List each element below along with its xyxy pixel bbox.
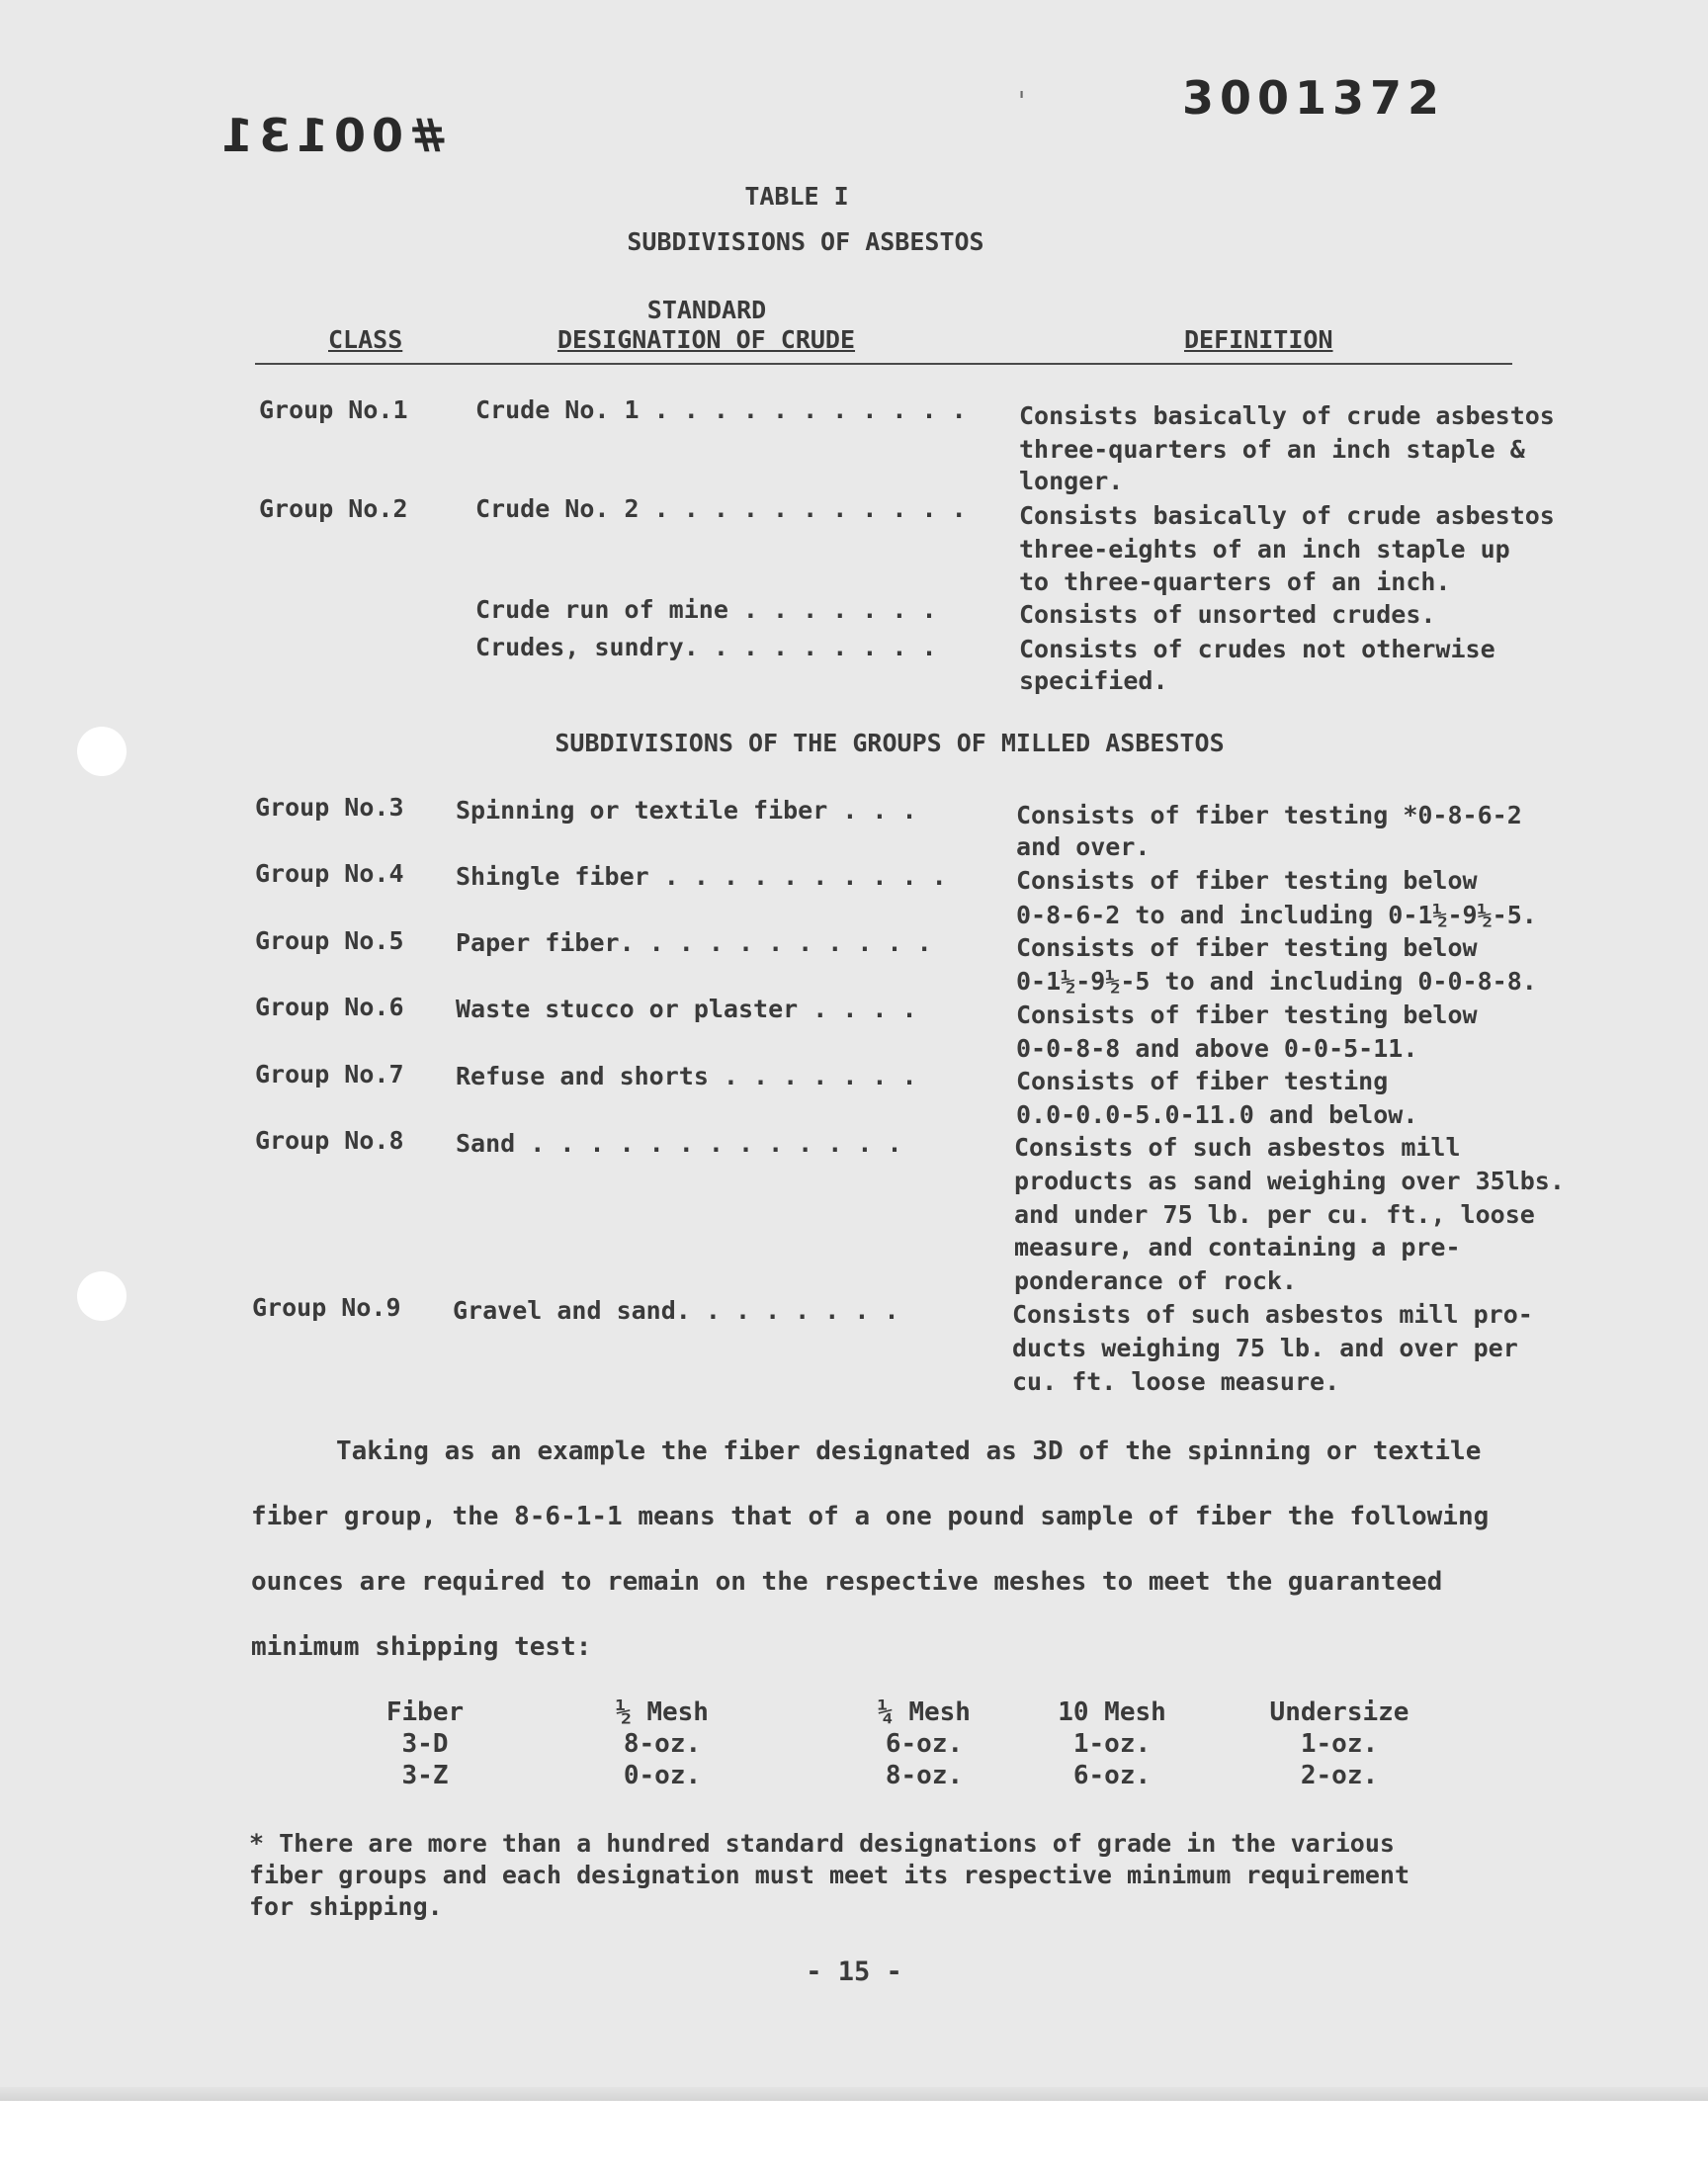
definition-line: Consists of fiber testing *0-8-6-2 xyxy=(1016,801,1522,829)
definition-line: Consists of such asbestos mill xyxy=(1014,1133,1461,1162)
class-cell: Group No.2 xyxy=(259,494,408,523)
designation-cell: Crude run of mine . . . . . . . xyxy=(475,595,937,624)
punch-hole-top xyxy=(77,727,127,776)
header-designation: DESIGNATION OF CRUDE xyxy=(557,325,856,354)
milled-section-heading: SUBDIVISIONS OF THE GROUPS OF MILLED ASBESTOS xyxy=(555,729,1225,757)
header-rule xyxy=(255,363,1512,365)
mesh-table-header: ½ Mesh xyxy=(616,1697,709,1727)
definition-line: to three-quarters of an inch. xyxy=(1019,567,1451,596)
class-cell: Group No.9 xyxy=(252,1293,401,1322)
mesh-table-cell: 8-oz. xyxy=(885,1761,964,1790)
definition-line: and under 75 lb. per cu. ft., loose xyxy=(1014,1200,1535,1229)
definition-line: products as sand weighing over 35lbs. xyxy=(1014,1167,1565,1195)
header-class: CLASS xyxy=(328,325,403,354)
mesh-table-cell: 6-oz. xyxy=(1072,1761,1152,1790)
mesh-table-cell: 1-oz. xyxy=(1300,1729,1379,1759)
definition-line: ducts weighing 75 lb. and over per xyxy=(1012,1334,1518,1362)
designation-cell: Shingle fiber . . . . . . . . . . xyxy=(456,862,947,891)
mesh-table-cell: 8-oz. xyxy=(623,1729,702,1759)
paragraph-line: Taking as an example the fiber designated as 3D of the spinning or textile xyxy=(336,1436,1482,1466)
mesh-table-header: 10 Mesh xyxy=(1058,1697,1166,1727)
designation-cell: Gravel and sand. . . . . . . . xyxy=(453,1296,899,1325)
definition-line: three-eights of an inch staple up xyxy=(1019,535,1510,564)
mesh-table-header: Undersize xyxy=(1269,1697,1409,1727)
class-cell: Group No.7 xyxy=(255,1060,404,1088)
mesh-table-column xyxy=(356,1696,494,1791)
definition-line: Consists of fiber testing below xyxy=(1016,1000,1478,1029)
definition-line: cu. ft. loose measure. xyxy=(1012,1367,1340,1396)
designation-cell: Sand . . . . . . . . . . . . . xyxy=(456,1129,902,1158)
mesh-table-column xyxy=(1245,1696,1433,1791)
page-number: - 15 - xyxy=(806,1957,902,1987)
definition-line: Consists basically of crude asbestos xyxy=(1019,401,1555,430)
definition-line: Consists of fiber testing below xyxy=(1016,866,1478,895)
mesh-table-header: Fiber xyxy=(385,1697,465,1727)
definition-line: and over. xyxy=(1016,832,1151,861)
definition-line: longer. xyxy=(1019,467,1124,495)
paragraph-line: fiber group, the 8-6-1-1 means that of a one pound sample of fiber the following xyxy=(251,1502,1490,1531)
class-cell: Group No.6 xyxy=(255,993,404,1021)
mesh-table-cell: 0-oz. xyxy=(623,1761,702,1790)
definition-line: Consists of fiber testing xyxy=(1016,1067,1389,1095)
table-title: TABLE I xyxy=(744,182,849,211)
definition-line: Consists of unsorted crudes. xyxy=(1019,600,1436,629)
designation-cell: Crudes, sundry. . . . . . . . . xyxy=(475,633,937,661)
designation-cell: Spinning or textile fiber . . . xyxy=(456,796,917,825)
designation-cell: Refuse and shorts . . . . . . . xyxy=(456,1062,917,1090)
mesh-table-cell: 3-Z xyxy=(401,1761,449,1790)
definition-line: Consists of such asbestos mill pro- xyxy=(1012,1300,1533,1329)
mesh-table-column xyxy=(845,1696,1003,1791)
class-cell: Group No.8 xyxy=(255,1126,404,1155)
designation-cell: Crude No. 1 . . . . . . . . . . . xyxy=(475,395,967,424)
definition-line: 0-8-6-2 to and including 0-1½-9½-5. xyxy=(1016,901,1537,929)
stamp-number-left: #00131 xyxy=(215,109,448,162)
mesh-table-cell: 3-D xyxy=(401,1729,449,1759)
definition-line: measure, and containing a pre- xyxy=(1014,1233,1461,1262)
footnote-line: * There are more than a hundred standard designations of grade in the various xyxy=(249,1829,1395,1858)
class-cell: Group No.3 xyxy=(255,793,404,822)
footnote-line: for shipping. xyxy=(249,1892,443,1921)
definition-line: 0.0-0.0-5.0-11.0 and below. xyxy=(1016,1100,1418,1129)
class-cell: Group No.5 xyxy=(255,926,404,955)
definition-line: ponderance of rock. xyxy=(1014,1266,1297,1295)
header-standard: STANDARD xyxy=(646,296,767,324)
paragraph-line: minimum shipping test: xyxy=(251,1632,592,1662)
stamp-mark: ' xyxy=(1018,87,1026,117)
definition-line: 0-0-8-8 and above 0-0-5-11. xyxy=(1016,1034,1418,1063)
mesh-table-header: ¼ Mesh xyxy=(878,1697,971,1727)
table-subtitle: SUBDIVISIONS OF ASBESTOS xyxy=(627,227,984,256)
mesh-table-column xyxy=(1028,1696,1196,1791)
class-cell: Group No.1 xyxy=(259,395,408,424)
definition-line: Consists basically of crude asbestos xyxy=(1019,501,1555,530)
mesh-table-cell: 2-oz. xyxy=(1300,1761,1379,1790)
header-definition: DEFINITION xyxy=(1184,325,1333,354)
class-cell: Group No.4 xyxy=(255,859,404,888)
mesh-table-cell: 6-oz. xyxy=(885,1729,964,1759)
stamp-number-right: 3001372 xyxy=(1182,71,1446,125)
punch-hole-bottom xyxy=(77,1271,127,1321)
definition-line: Consists of crudes not otherwise xyxy=(1019,635,1495,663)
definition-line: Consists of fiber testing below xyxy=(1016,933,1478,962)
designation-cell: Waste stucco or plaster . . . . xyxy=(456,995,917,1023)
definition-line: specified. xyxy=(1019,666,1168,695)
definition-line: 0-1½-9½-5 to and including 0-0-8-8. xyxy=(1016,967,1537,996)
designation-cell: Crude No. 2 . . . . . . . . . . . xyxy=(475,494,967,523)
mesh-table-cell: 1-oz. xyxy=(1072,1729,1152,1759)
mesh-table-column xyxy=(583,1696,741,1791)
designation-cell: Paper fiber. . . . . . . . . . . xyxy=(456,928,932,957)
definition-line: three-quarters of an inch staple & xyxy=(1019,435,1525,464)
footnote-line: fiber groups and each designation must meet its respective minimum requirement xyxy=(249,1861,1409,1889)
paragraph-line: ounces are required to remain on the respective meshes to meet the guaranteed xyxy=(251,1567,1443,1597)
